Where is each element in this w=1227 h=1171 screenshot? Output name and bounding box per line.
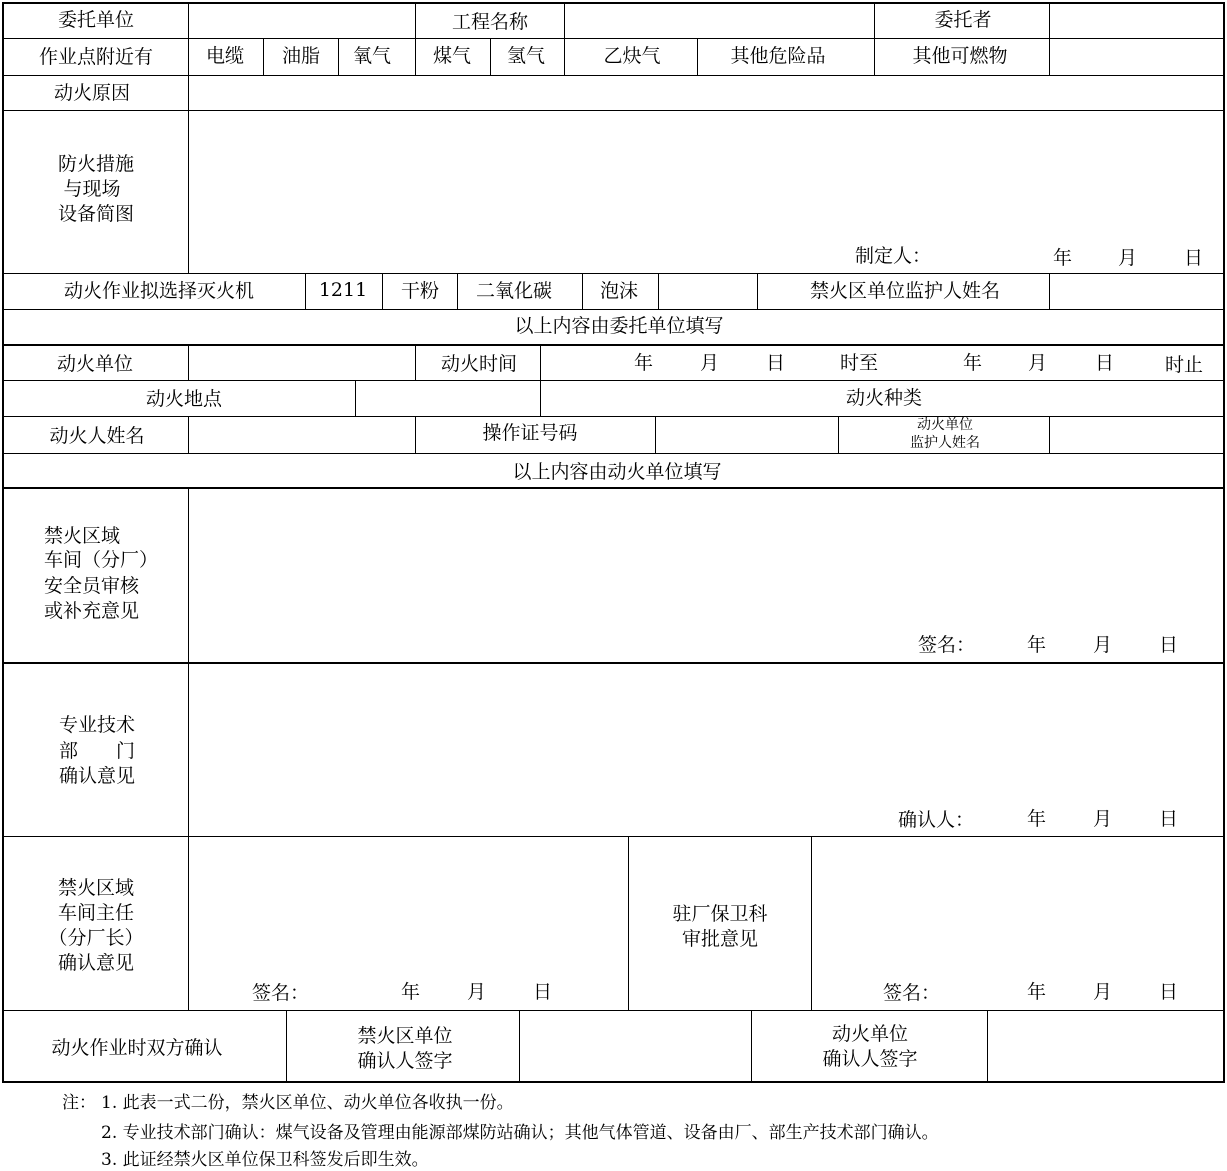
operator-name-label: 动火人姓名 <box>49 425 145 447</box>
fire-kind-label: 动火种类 <box>845 387 923 409</box>
fire-measures-label: 防火措施 <box>57 153 135 175</box>
vline <box>188 487 189 1010</box>
vline <box>1049 273 1050 309</box>
frame-bottom <box>2 1081 1225 1083</box>
date-year: 年 <box>1027 634 1047 656</box>
date-year: 年 <box>401 981 421 1003</box>
date-day: 日 <box>1159 981 1179 1003</box>
maker-label: 制定人： <box>855 245 932 267</box>
fire-zone-sign-label: 确认人签字 <box>357 1050 453 1072</box>
vline <box>188 344 189 380</box>
date-month: 月 <box>1093 981 1113 1003</box>
vline <box>305 273 306 309</box>
entrust-unit-label: 委托单位 <box>57 9 135 31</box>
extinguisher-item: 泡沫 <box>599 280 639 302</box>
vline <box>415 38 416 75</box>
fire-unit-guard-label: 监护人姓名 <box>910 435 980 451</box>
date-day: 日 <box>1159 634 1179 656</box>
fire-measures-label: 设备简图 <box>57 203 135 225</box>
nearby-item: 煤气 <box>432 45 472 67</box>
date-month: 月 <box>1093 808 1113 830</box>
director-label: （分厂长） <box>48 927 144 949</box>
hline <box>2 110 1225 111</box>
date-year: 年 <box>963 352 983 374</box>
vline <box>540 380 541 416</box>
confirm-label: 确认人： <box>898 809 975 831</box>
hline <box>2 309 1225 310</box>
security-label: 审批意见 <box>681 928 759 950</box>
section-note-fire-unit: 以上内容由动火单位填写 <box>512 461 722 483</box>
safety-review-label: 禁火区域 <box>44 525 121 547</box>
date-month: 月 <box>700 352 720 374</box>
vline <box>263 38 264 75</box>
hour-to: 时至 <box>840 352 879 374</box>
tech-dept-label: 确认意见 <box>58 765 136 787</box>
vline <box>757 273 758 309</box>
project-name-label: 工程名称 <box>451 11 529 33</box>
date-year: 年 <box>1027 808 1047 830</box>
tech-dept-label: 部 门 <box>58 740 136 762</box>
vline <box>519 1010 520 1081</box>
hline <box>2 453 1225 454</box>
nearby-item: 氧气 <box>352 45 392 67</box>
director-label: 确认意见 <box>57 952 135 974</box>
nearby-item: 乙炔气 <box>603 45 661 67</box>
hline <box>2 344 1225 346</box>
vline <box>658 273 659 309</box>
hline <box>2 1010 1225 1011</box>
extinguisher-item: 干粉 <box>400 280 440 302</box>
vline <box>540 344 541 380</box>
vline <box>338 38 339 75</box>
vline <box>564 2 565 75</box>
vline <box>697 38 698 75</box>
hline <box>2 662 1225 664</box>
safety-review-label: 车间（分厂） <box>44 549 159 571</box>
nearby-item: 油脂 <box>281 45 321 67</box>
sign-label: 签名： <box>252 982 310 1004</box>
vline <box>838 416 839 453</box>
note-item: 1. 此表一式二份，禁火区单位、动火单位各收执一份。 <box>101 1093 514 1113</box>
director-label: 禁火区域 <box>57 877 135 899</box>
vline <box>188 2 189 110</box>
vline <box>457 273 458 309</box>
vline <box>628 836 629 1010</box>
date-day: 日 <box>1184 247 1204 269</box>
frame-top <box>2 2 1225 4</box>
hline <box>2 836 1225 837</box>
extinguisher-item: 二氧化碳 <box>475 280 553 302</box>
sign-label: 签名： <box>918 634 976 656</box>
fire-zone-sign-label: 禁火区单位 <box>357 1025 453 1047</box>
hour-end: 时止 <box>1165 354 1204 376</box>
vline <box>286 1010 287 1081</box>
vline <box>188 416 189 453</box>
nearby-item: 其他可燃物 <box>912 45 1008 67</box>
nearby-item: 其他危险品 <box>730 45 826 67</box>
extinguisher-item: 1211 <box>318 279 368 301</box>
fire-reason-label: 动火原因 <box>53 82 131 104</box>
vline <box>874 2 875 75</box>
vline <box>1049 416 1050 453</box>
vline <box>811 836 812 1010</box>
fire-unit-sign-label: 动火单位 <box>831 1023 909 1045</box>
date-day: 日 <box>1159 808 1179 830</box>
extinguisher-label: 动火作业拟选择灭火机 <box>63 280 255 302</box>
vline <box>582 273 583 309</box>
vline <box>987 1010 988 1081</box>
hline <box>2 380 1225 381</box>
date-month: 月 <box>467 981 487 1003</box>
fire-measures-label: 与现场 <box>63 178 121 200</box>
sign-label: 签名： <box>883 982 941 1004</box>
nearby-label: 作业点附近有 <box>38 46 154 68</box>
hline <box>2 75 1225 76</box>
date-day: 日 <box>766 352 786 374</box>
guard-name-label: 禁火区单位监护人姓名 <box>809 280 1001 302</box>
note-item: 3. 此证经禁火区单位保卫科签发后即生效。 <box>101 1150 429 1170</box>
fire-time-label: 动火时间 <box>440 353 518 375</box>
date-month: 月 <box>1093 634 1113 656</box>
vline <box>415 416 416 453</box>
vline <box>1049 2 1050 75</box>
hline <box>2 416 1225 417</box>
safety-review-label: 安全员审核 <box>44 575 140 597</box>
nearby-item: 氢气 <box>506 45 546 67</box>
date-year: 年 <box>1053 247 1073 269</box>
date-year: 年 <box>634 352 654 374</box>
mutual-confirm-label: 动火作业时双方确认 <box>51 1037 223 1059</box>
notes-prefix: 注： <box>62 1093 96 1113</box>
vline <box>490 38 491 75</box>
vline <box>355 380 356 416</box>
vline <box>188 110 189 273</box>
fire-unit-sign-label: 确认人签字 <box>822 1048 918 1070</box>
tech-dept-label: 专业技术 <box>58 714 136 736</box>
fire-place-label: 动火地点 <box>145 388 223 410</box>
date-year: 年 <box>1027 981 1047 1003</box>
hline <box>2 487 1225 489</box>
vline <box>415 344 416 380</box>
vline <box>382 273 383 309</box>
safety-review-label: 或补充意见 <box>44 600 140 622</box>
hline <box>2 273 1225 274</box>
date-day: 日 <box>533 981 553 1003</box>
fire-unit-guard-label: 动火单位 <box>917 417 973 433</box>
hline <box>2 38 1225 39</box>
frame-right <box>1223 2 1225 1083</box>
frame-left <box>2 2 4 1083</box>
director-label: 车间主任 <box>57 902 135 924</box>
date-month: 月 <box>1118 247 1138 269</box>
date-day: 日 <box>1095 352 1115 374</box>
note-item: 2. 专业技术部门确认：煤气设备及管理由能源部煤防站确认；其他气体管道、设备由厂、部生产技术部门确认。 <box>101 1123 939 1143</box>
section-note-entrust: 以上内容由委托单位填写 <box>514 315 724 337</box>
nearby-item: 电缆 <box>205 45 245 67</box>
vline <box>655 416 656 453</box>
vline <box>751 1010 752 1081</box>
security-label: 驻厂保卫科 <box>672 903 768 925</box>
fire-unit-label: 动火单位 <box>56 353 134 375</box>
cert-number-label: 操作证号码 <box>482 422 578 444</box>
vline <box>415 2 416 38</box>
client-label: 委托者 <box>934 9 992 31</box>
date-month: 月 <box>1028 352 1048 374</box>
